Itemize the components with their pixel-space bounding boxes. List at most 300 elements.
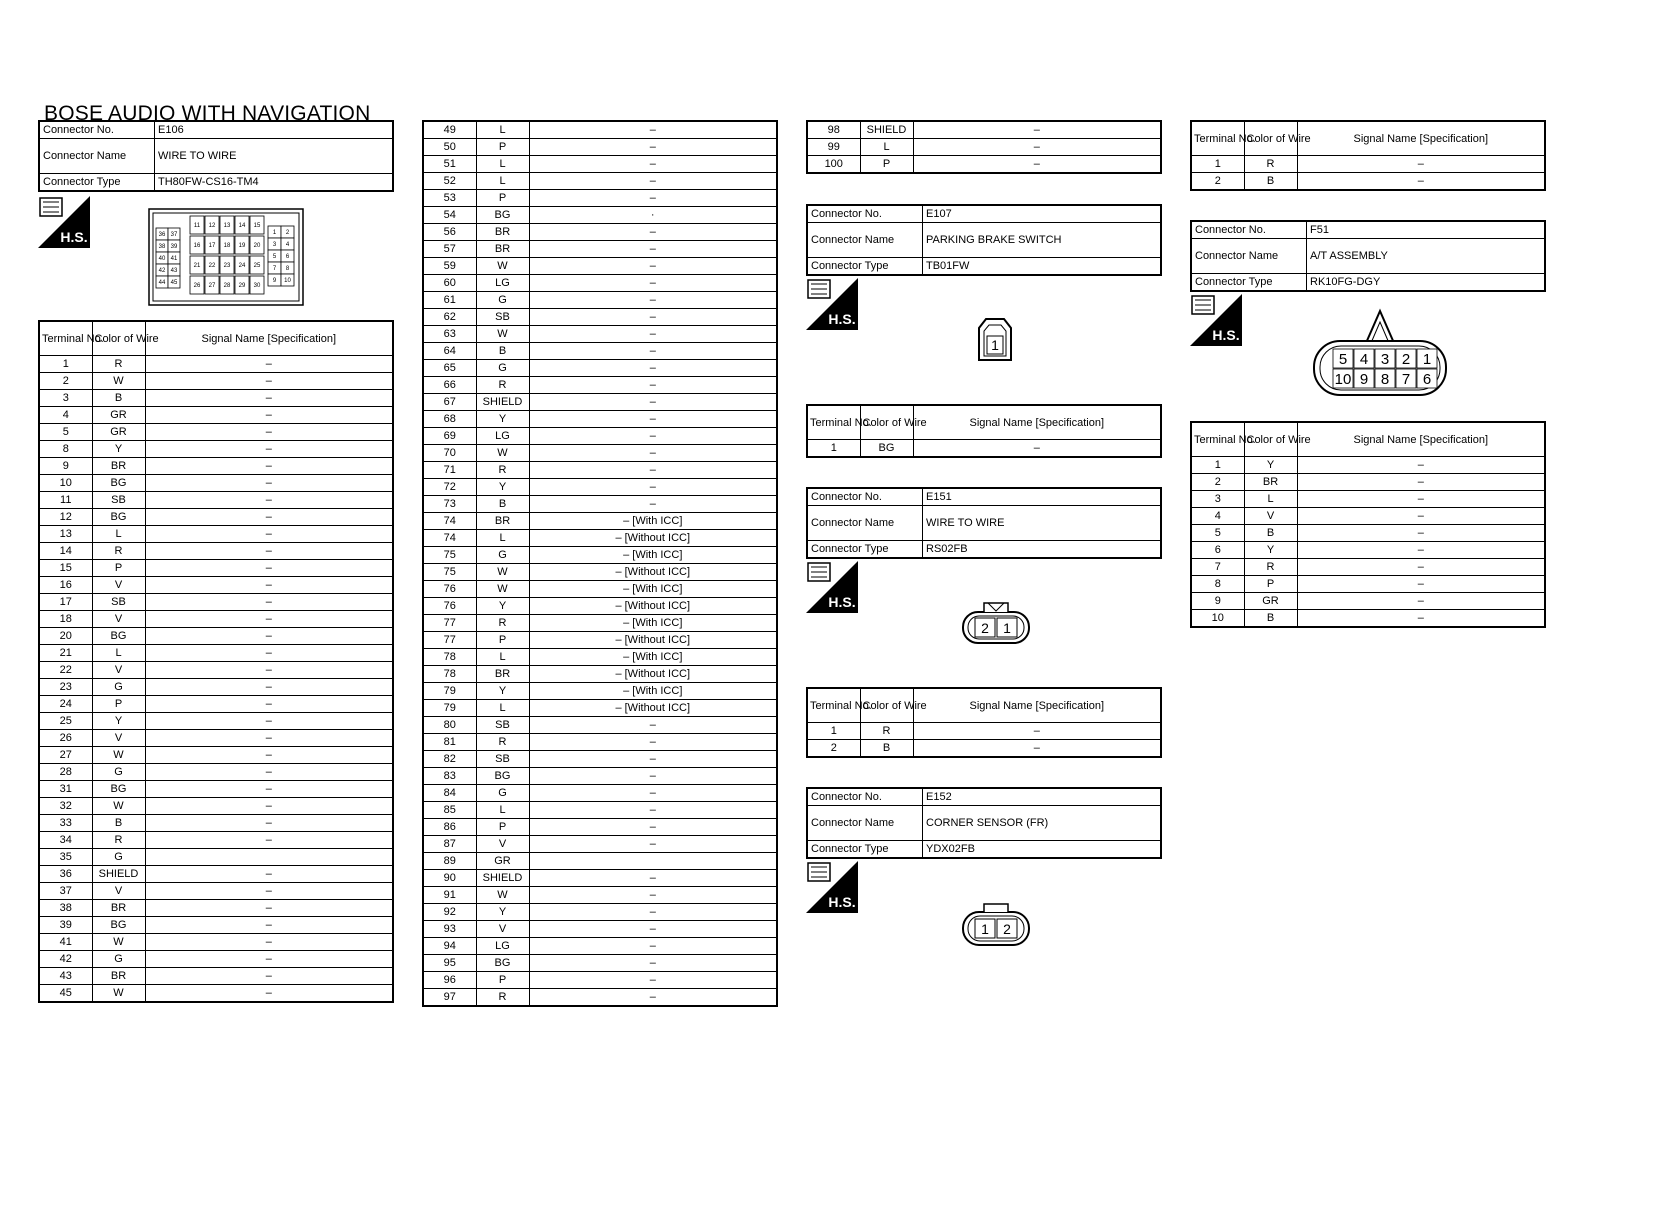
terminal-no-cell: 86 — [423, 819, 476, 836]
table-row — [423, 394, 777, 411]
signal-name-cell: – — [529, 173, 777, 190]
signal-name-cell: – — [1297, 525, 1545, 542]
signal-name-cell: – — [529, 972, 777, 989]
wire-color-cell: P — [476, 139, 529, 156]
signal-name-cell: – — [529, 921, 777, 938]
table-row — [39, 356, 393, 373]
terminal-no-cell: 70 — [423, 445, 476, 462]
signal-name-cell: – — [529, 989, 777, 1007]
pin-label: 3 — [272, 242, 277, 249]
table-row — [423, 768, 777, 785]
table-row — [39, 577, 393, 594]
connector-type-value: RS02FB — [923, 541, 1162, 559]
table-row — [423, 190, 777, 207]
terminal-no-cell: 96 — [423, 972, 476, 989]
pin-label: 1 — [991, 337, 999, 353]
pin-label: 45 — [170, 280, 178, 287]
wire-color-cell: G — [476, 785, 529, 802]
table-row — [39, 747, 393, 764]
connector-no-label: Connector No. — [807, 788, 923, 806]
signal-name-cell: – — [529, 717, 777, 734]
wire-color-cell: V — [476, 836, 529, 853]
terminal-no-cell: 74 — [423, 530, 476, 547]
table-row — [39, 798, 393, 815]
connector-type-label: Connector Type — [39, 174, 155, 192]
signal-name-cell: – — [145, 679, 393, 696]
pin-label: 1 — [1422, 350, 1432, 368]
terminal-table-e107 — [806, 404, 1162, 458]
wire-color-cell: Y — [1244, 457, 1297, 474]
wire-color-cell: GR — [92, 407, 145, 424]
terminal-no-cell: 52 — [423, 173, 476, 190]
connector-no-value: E152 — [923, 788, 1162, 806]
pin-label: 29 — [238, 283, 246, 290]
signal-name-cell: – — [145, 577, 393, 594]
signal-name-cell: – — [529, 343, 777, 360]
harness-side-icon — [806, 561, 858, 613]
table-row — [423, 173, 777, 190]
signal-name-cell: – — [145, 985, 393, 1003]
connector-face-f51 — [1311, 308, 1449, 398]
table-row — [39, 628, 393, 645]
table-row — [39, 424, 393, 441]
pin-label: 26 — [193, 283, 201, 290]
pin-label: 2 — [1401, 350, 1411, 368]
wire-color-cell: P — [476, 190, 529, 207]
terminal-no-cell: 92 — [423, 904, 476, 921]
table-row — [423, 649, 777, 666]
signal-name-cell: – — [145, 475, 393, 492]
signal-name-cell: – — [145, 764, 393, 781]
wire-color-cell: BG — [476, 955, 529, 972]
pin-label: 20 — [253, 243, 261, 250]
signal-name-cell: – — [529, 139, 777, 156]
table-row — [423, 819, 777, 836]
terminal-table-e106-b — [422, 120, 778, 1007]
wire-color-cell: W — [476, 445, 529, 462]
terminal-no-cell: 99 — [807, 139, 860, 156]
terminal-no-cell: 25 — [39, 713, 92, 730]
pin-label: 43 — [170, 268, 178, 275]
terminal-no-cell: 21 — [39, 645, 92, 662]
wire-color-cell: V — [92, 883, 145, 900]
table-row — [39, 594, 393, 611]
wire-color-cell: R — [476, 462, 529, 479]
wire-color-cell: BR — [92, 458, 145, 475]
wire-color-cell: SHIELD — [860, 121, 913, 139]
table-row — [1191, 559, 1545, 576]
terminal-no-cell: 91 — [423, 887, 476, 904]
terminal-no-cell: 61 — [423, 292, 476, 309]
table-row — [423, 666, 777, 683]
wire-color-cell: BG — [92, 509, 145, 526]
wire-color-cell: B — [1244, 525, 1297, 542]
terminal-no-cell: 41 — [39, 934, 92, 951]
wire-color-cell: P — [476, 972, 529, 989]
signal-name-cell: – — [145, 662, 393, 679]
wire-color-cell: BR — [1244, 474, 1297, 491]
signal-name-cell: – — [1297, 474, 1545, 491]
terminal-no-cell: 97 — [423, 989, 476, 1007]
pin-label: 6 — [285, 254, 290, 261]
wire-color-cell: GR — [92, 424, 145, 441]
table-row — [423, 972, 777, 989]
table-row — [807, 740, 1161, 758]
wire-color-cell: V — [1244, 508, 1297, 525]
terminal-no-cell: 9 — [39, 458, 92, 475]
terminal-no-cell: 13 — [39, 526, 92, 543]
wire-color-cell: G — [92, 849, 145, 866]
wire-color-cell: BR — [476, 224, 529, 241]
signal-name-cell: – — [1297, 593, 1545, 610]
signal-name-cell: – — [145, 815, 393, 832]
connector-face-e151 — [960, 600, 1032, 646]
terminal-no-cell: 15 — [39, 560, 92, 577]
connector-type-value: YDX02FB — [923, 841, 1162, 859]
signal-name-cell: – — [529, 445, 777, 462]
svg-text:H.S.: H.S. — [828, 894, 856, 910]
wire-color-cell: L — [476, 156, 529, 173]
signal-name-cell: – [Without ICC] — [529, 632, 777, 649]
terminal-no-cell: 81 — [423, 734, 476, 751]
wire-color-cell: BR — [92, 900, 145, 917]
table-row — [39, 390, 393, 407]
table-row — [423, 496, 777, 513]
terminal-no-cell: 22 — [39, 662, 92, 679]
wire-color-cell: SHIELD — [476, 870, 529, 887]
table-row — [39, 492, 393, 509]
wire-color-cell: GR — [1244, 593, 1297, 610]
pin-label: 1 — [981, 921, 989, 937]
terminal-no-header: Terminal No. — [1191, 422, 1244, 457]
wire-color-cell: R — [476, 377, 529, 394]
wire-color-cell: L — [92, 526, 145, 543]
table-row — [423, 445, 777, 462]
signal-name-cell: – [Without ICC] — [529, 700, 777, 717]
terminal-no-cell: 95 — [423, 955, 476, 972]
table-row — [39, 883, 393, 900]
terminal-no-cell: 78 — [423, 666, 476, 683]
svg-text:H.S.: H.S. — [828, 594, 856, 610]
signal-name-cell: – — [529, 955, 777, 972]
pin-label: 1 — [1003, 620, 1011, 636]
pin-label: 22 — [208, 263, 216, 270]
wire-color-cell: R — [476, 734, 529, 751]
signal-name-cell: – — [145, 917, 393, 934]
signal-name-cell: – — [529, 326, 777, 343]
pin-label: 7 — [1401, 370, 1411, 388]
connector-name-value: WIRE TO WIRE — [155, 139, 394, 174]
pin-label: 18 — [223, 243, 231, 250]
table-row — [39, 968, 393, 985]
wire-color-cell: G — [92, 951, 145, 968]
signal-name-cell: – — [145, 628, 393, 645]
signal-name-cell: – — [529, 938, 777, 955]
wire-color-cell: GR — [476, 853, 529, 870]
signal-name-cell: – — [145, 747, 393, 764]
signal-name-cell: – — [145, 543, 393, 560]
table-row — [39, 611, 393, 628]
signal-name-cell: – — [529, 275, 777, 292]
svg-text:H.S.: H.S. — [1212, 327, 1240, 343]
connector-type-label: Connector Type — [807, 841, 923, 859]
table-row — [423, 836, 777, 853]
terminal-no-cell: 94 — [423, 938, 476, 955]
signal-name-cell: – — [1297, 491, 1545, 508]
wire-color-cell: Y — [1244, 542, 1297, 559]
wire-color-cell: L — [476, 121, 529, 139]
terminal-no-cell: 54 — [423, 207, 476, 224]
terminal-no-cell: 2 — [1191, 173, 1244, 191]
pin-label: 2 — [285, 230, 290, 237]
signal-name-cell: – — [145, 798, 393, 815]
terminal-no-cell: 10 — [1191, 610, 1244, 628]
table-row — [423, 921, 777, 938]
terminal-no-cell: 76 — [423, 581, 476, 598]
terminal-no-cell: 9 — [1191, 593, 1244, 610]
wire-color-cell: L — [476, 173, 529, 190]
table-row — [39, 645, 393, 662]
table-row — [1191, 156, 1545, 173]
terminal-no-cell: 18 — [39, 611, 92, 628]
terminal-no-cell: 32 — [39, 798, 92, 815]
signal-name-cell: – — [529, 241, 777, 258]
wire-color-cell: L — [476, 649, 529, 666]
wire-color-cell: R — [92, 356, 145, 373]
table-row — [39, 696, 393, 713]
wire-color-cell: B — [860, 740, 913, 758]
signal-name-cell: – — [145, 356, 393, 373]
wire-color-cell: G — [476, 292, 529, 309]
pin-label: 36 — [158, 232, 166, 239]
terminal-no-cell: 34 — [39, 832, 92, 849]
terminal-no-cell: 75 — [423, 547, 476, 564]
terminal-no-cell: 50 — [423, 139, 476, 156]
terminal-no-cell: 85 — [423, 802, 476, 819]
table-row — [39, 866, 393, 883]
table-row — [423, 904, 777, 921]
connector-type-value: TB01FW — [923, 258, 1162, 276]
terminal-no-cell: 89 — [423, 853, 476, 870]
wire-color-cell: BR — [92, 968, 145, 985]
pin-label: 25 — [253, 263, 261, 270]
table-row — [423, 938, 777, 955]
terminal-table-e151 — [806, 687, 1162, 758]
wire-color-cell: L — [860, 139, 913, 156]
pin-label: 17 — [208, 243, 216, 250]
signal-name-cell: – — [145, 866, 393, 883]
table-row — [423, 241, 777, 258]
wire-color-cell: R — [92, 543, 145, 560]
table-row — [39, 662, 393, 679]
signal-name-cell: – — [529, 904, 777, 921]
wire-color-cell: W — [92, 798, 145, 815]
table-row — [423, 598, 777, 615]
wire-color-cell: G — [92, 764, 145, 781]
pin-label: 11 — [193, 223, 201, 230]
terminal-no-cell: 23 — [39, 679, 92, 696]
wire-color-cell: Y — [476, 904, 529, 921]
signal-name-cell: – — [529, 479, 777, 496]
table-row — [39, 458, 393, 475]
pin-label: 10 — [284, 278, 291, 285]
terminal-no-cell: 72 — [423, 479, 476, 496]
wire-color-cell: R — [860, 723, 913, 740]
terminal-no-cell: 67 — [423, 394, 476, 411]
table-row — [1191, 610, 1545, 628]
table-row — [39, 441, 393, 458]
terminal-no-cell: 82 — [423, 751, 476, 768]
terminal-no-cell: 39 — [39, 917, 92, 934]
table-row — [1191, 542, 1545, 559]
table-row — [39, 526, 393, 543]
signal-name-cell: – — [1297, 457, 1545, 474]
wire-color-cell: R — [476, 615, 529, 632]
table-row — [807, 121, 1161, 139]
table-row — [423, 887, 777, 904]
signal-name-cell: – [Without ICC] — [529, 530, 777, 547]
table-row — [39, 560, 393, 577]
terminal-no-cell: 26 — [39, 730, 92, 747]
terminal-no-cell: 74 — [423, 513, 476, 530]
pin-label: 41 — [170, 256, 178, 263]
wire-color-cell: V — [476, 921, 529, 938]
wire-color-cell: R — [1244, 559, 1297, 576]
wire-color-cell: Y — [476, 411, 529, 428]
pin-label: 9 — [1359, 370, 1369, 388]
terminal-no-cell: 71 — [423, 462, 476, 479]
terminal-no-cell: 10 — [39, 475, 92, 492]
signal-name-cell: – — [145, 492, 393, 509]
connector-type-label: Connector Type — [807, 258, 923, 276]
wire-color-cell: W — [476, 564, 529, 581]
signal-name-cell: – — [145, 951, 393, 968]
signal-name-cell — [145, 849, 393, 866]
signal-name-cell: – — [529, 870, 777, 887]
table-row — [423, 802, 777, 819]
pin-label: 24 — [238, 263, 246, 270]
connector-type-label: Connector Type — [807, 541, 923, 559]
terminal-no-cell: 12 — [39, 509, 92, 526]
signal-name-cell: – [With ICC] — [529, 649, 777, 666]
table-row — [423, 530, 777, 547]
table-row — [1191, 474, 1545, 491]
terminal-no-cell: 79 — [423, 683, 476, 700]
pin-label: 38 — [158, 244, 166, 251]
signal-name-cell: – [With ICC] — [529, 547, 777, 564]
connector-type-value: RK10FG-DGY — [1307, 274, 1546, 292]
connector-no-label: Connector No. — [807, 205, 923, 223]
terminal-no-cell: 36 — [39, 866, 92, 883]
terminal-no-cell: 1 — [807, 440, 860, 458]
table-row — [1191, 525, 1545, 542]
table-row — [39, 543, 393, 560]
wire-color-cell: SHIELD — [92, 866, 145, 883]
signal-name-cell: – — [913, 723, 1161, 740]
terminal-no-cell: 31 — [39, 781, 92, 798]
pin-label: 40 — [158, 256, 166, 263]
wire-color-cell: Y — [92, 713, 145, 730]
connector-no-label: Connector No. — [39, 121, 155, 139]
table-row — [423, 411, 777, 428]
signal-name-cell: – — [529, 785, 777, 802]
table-row — [423, 309, 777, 326]
pin-label: 37 — [170, 232, 178, 239]
terminal-no-cell: 35 — [39, 849, 92, 866]
signal-name-cell: – [With ICC] — [529, 513, 777, 530]
terminal-no-cell: 1 — [1191, 156, 1244, 173]
signal-name-cell: – — [1297, 542, 1545, 559]
table-row — [423, 513, 777, 530]
signal-name-cell: – — [145, 373, 393, 390]
table-row — [39, 764, 393, 781]
connector-face-e152 — [960, 902, 1032, 948]
terminal-no-cell: 78 — [423, 649, 476, 666]
signal-name-cell: – — [529, 190, 777, 207]
terminal-no-cell: 37 — [39, 883, 92, 900]
terminal-no-cell: 11 — [39, 492, 92, 509]
wire-color-cell: V — [92, 577, 145, 594]
signal-name-cell: – — [145, 594, 393, 611]
pin-label: 39 — [170, 244, 178, 251]
table-row — [423, 989, 777, 1007]
wire-color-cell: SB — [92, 492, 145, 509]
pin-label: 30 — [253, 283, 261, 290]
terminal-no-cell: 79 — [423, 700, 476, 717]
terminal-table-e106-a — [38, 320, 394, 1003]
pin-label: 15 — [253, 223, 261, 230]
terminal-no-cell: 56 — [423, 224, 476, 241]
wire-color-cell: V — [92, 730, 145, 747]
pin-label: 8 — [285, 266, 290, 273]
wire-color-cell: R — [1244, 156, 1297, 173]
signal-name-cell: – — [529, 428, 777, 445]
table-row — [39, 917, 393, 934]
terminal-no-cell: 60 — [423, 275, 476, 292]
pin-label: 16 — [193, 243, 201, 250]
terminal-no-cell: 1 — [39, 356, 92, 373]
terminal-no-header: Terminal No. — [807, 688, 860, 723]
wire-color-cell: LG — [476, 275, 529, 292]
table-row — [423, 121, 777, 139]
wire-color-cell: BR — [476, 666, 529, 683]
signal-name-cell: – — [1297, 173, 1545, 191]
table-row — [807, 156, 1161, 174]
wire-color-cell: BG — [860, 440, 913, 458]
pin-label: 28 — [223, 283, 231, 290]
pin-label: 44 — [158, 280, 166, 287]
signal-name-cell: – — [145, 560, 393, 577]
wire-color-cell: R — [92, 832, 145, 849]
connector-no-label: Connector No. — [1191, 221, 1307, 239]
terminal-no-cell: 62 — [423, 309, 476, 326]
signal-name-cell: – — [913, 121, 1161, 139]
signal-name-cell: – [Without ICC] — [529, 666, 777, 683]
signal-name-cell: – — [145, 441, 393, 458]
wire-color-cell: V — [92, 611, 145, 628]
table-row — [423, 377, 777, 394]
terminal-no-cell: 66 — [423, 377, 476, 394]
wire-color-cell: BR — [476, 513, 529, 530]
table-row — [1191, 593, 1545, 610]
terminal-no-cell: 77 — [423, 632, 476, 649]
table-row — [39, 679, 393, 696]
pin-label: 2 — [1003, 921, 1011, 937]
signal-name-cell: – — [913, 440, 1161, 458]
signal-name-cell: – — [529, 224, 777, 241]
table-row — [423, 632, 777, 649]
terminal-table-f51 — [1190, 421, 1546, 628]
